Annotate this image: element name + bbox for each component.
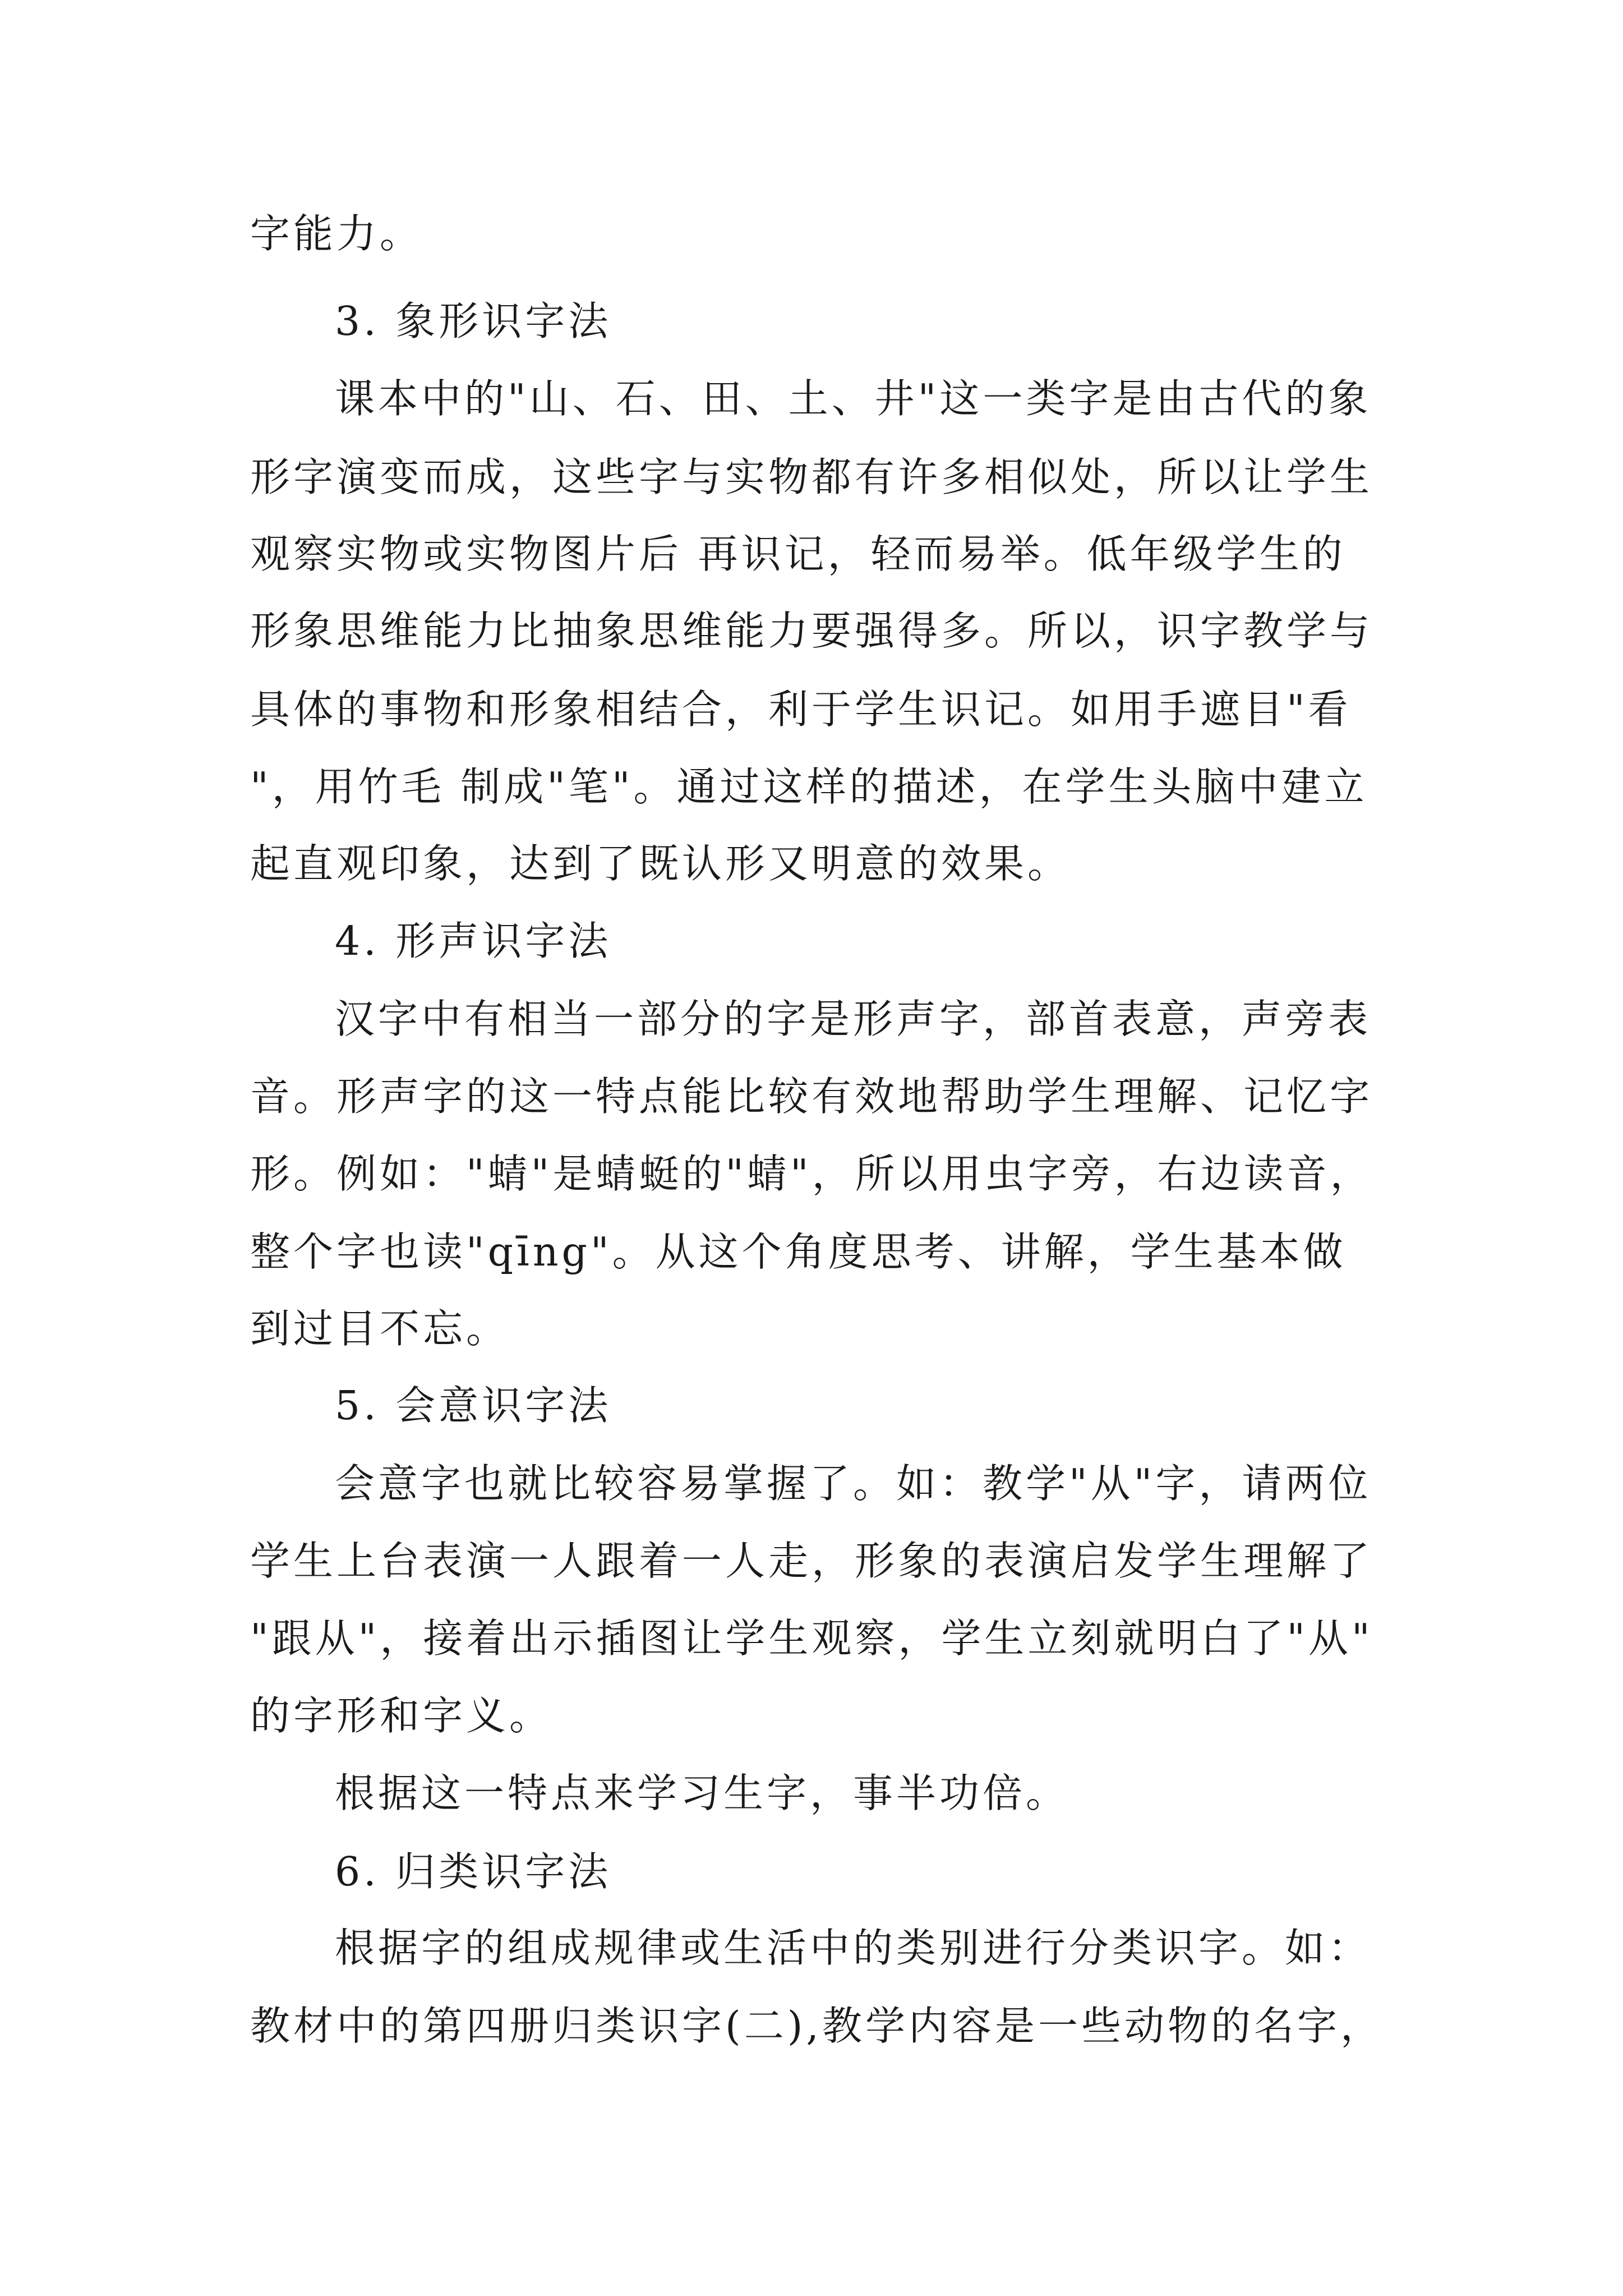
- text-line: "跟从"，接着出示插图让学生观察，学生立刻就明白了"从": [250, 1615, 1373, 1662]
- text-line: 整个字也读"qīng"。从这个角度思考、讲解，学生基本做: [250, 1228, 1347, 1275]
- text-line: 教材中的第四册归类识字(二),教学内容是一些动物的名字，: [250, 2003, 1384, 2049]
- text-line: 形象思维能力比抽象思维能力要强得多。所以，识字教学与: [250, 608, 1373, 654]
- text-line: 形字演变而成，这些字与实物都有许多相似处，所以让学生: [250, 454, 1373, 500]
- text-line: 到过目不忘。: [250, 1305, 510, 1352]
- text-line: 根据字的组成规律或生活中的类别进行分类识字。如：: [335, 1925, 1372, 1971]
- text-line: 具体的事物和形象相结合，利于学生识记。如用手遮目"看: [250, 686, 1352, 733]
- text-line: 音。形声字的这一特点能比较有效地帮助学生理解、记忆字: [250, 1073, 1373, 1120]
- text-line: 字能力。: [250, 210, 423, 257]
- section-heading: 5. 会意识字法: [335, 1382, 612, 1429]
- text-line: "，用竹毛 制成"笔"。通过这样的描述，在学生头脑中建立: [250, 763, 1368, 810]
- text-line: 根据这一特点来学习生字，事半功倍。: [335, 1770, 1069, 1816]
- text-line: 起直观印象，达到了既认形又明意的效果。: [250, 840, 1071, 887]
- text-line: 的字形和字义。: [250, 1692, 553, 1739]
- section-heading: 3. 象形识字法: [335, 298, 612, 344]
- text-line: 观察实物或实物图片后 再识记，轻而易举。低年级学生的: [250, 531, 1346, 577]
- text-line: 学生上台表演一人跟着一人走，形象的表演启发学生理解了: [250, 1538, 1373, 1584]
- section-heading: 4. 形声识字法: [335, 918, 612, 964]
- text-line: 课本中的"山、石、田、土、井"这一类字是由古代的象: [335, 375, 1372, 422]
- section-heading: 6. 归类识字法: [335, 1848, 612, 1895]
- text-line: 汉字中有相当一部分的字是形声字，部首表意，声旁表: [335, 996, 1372, 1042]
- text-line: 形。例如："蜻"是蜻蜓的"蜻"，所以用虫字旁，右边读音，: [250, 1151, 1373, 1197]
- text-line: 会意字也就比较容易掌握了。如：教学"从"字，请两位: [335, 1460, 1372, 1507]
